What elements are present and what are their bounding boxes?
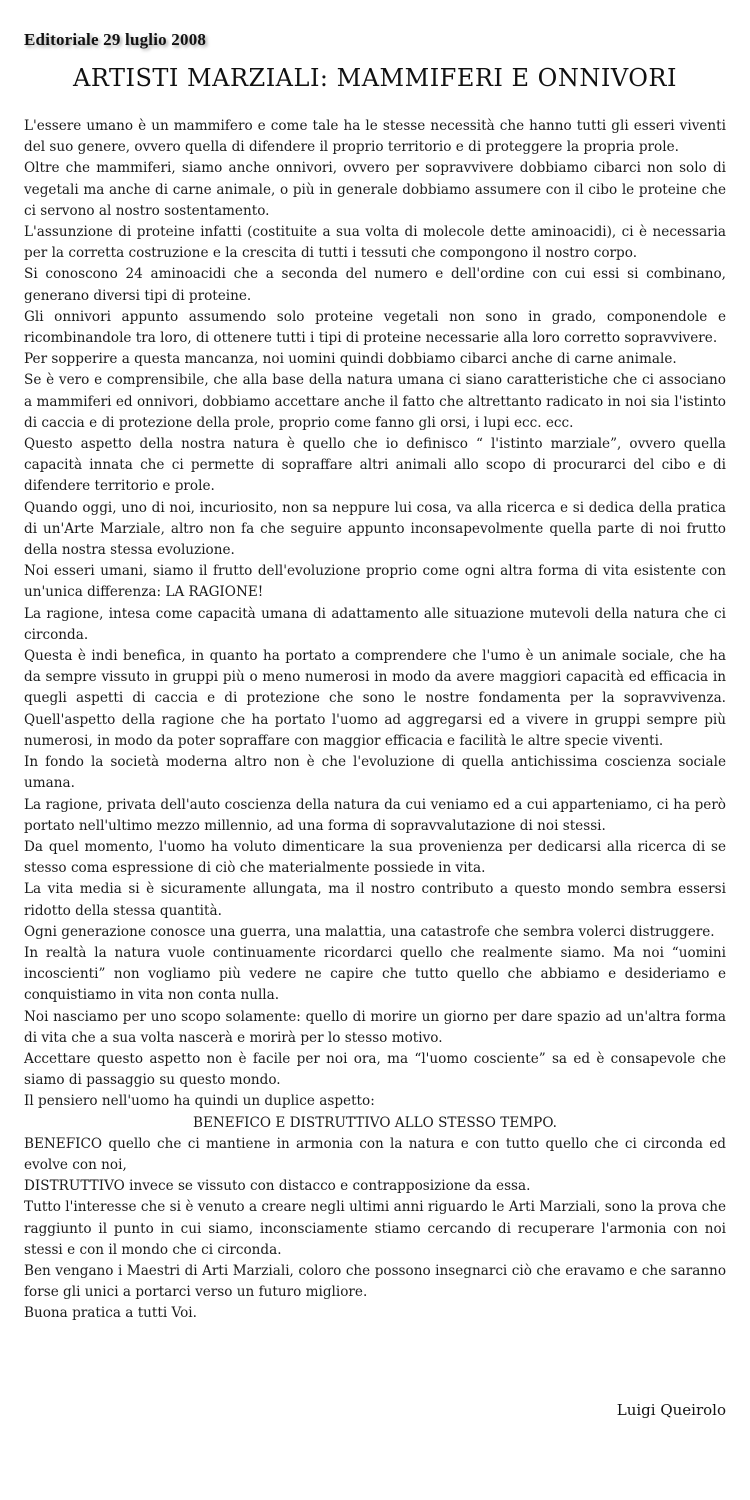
paragraph: Accettare questo aspetto non è facile per noi ora, ma “l'uomo cosciente” sa ed è consapevole che siamo di passaggio su questo mondo.	[24, 1050, 726, 1089]
paragraph: Se è vero e comprensibile, che alla base della natura umana ci siano caratteristiche che ci associano a mammiferi ed onnivori, dobbiamo accettare anche il fatto che altrettanto radicato in noi sia l'istinto di caccia e di protezione della prole, proprio come fanno gli orsi, i lupi ecc. ecc.	[24, 372, 726, 431]
paragraph: Oltre che mammiferi, siamo anche onnivori, ovvero per sopravvivere dobbiamo cibarci non solo di vegetali ma anche di carne animale, o più in generale dobbiamo assumere con il cibo le proteine che ci servono al nostro sostentamento.	[24, 160, 726, 219]
paragraph: L'assunzione di proteine infatti (costituite a sua volta di molecole dette aminoacidi), ci è necessaria per la corretta costruzione e la crescita di tutti i tessuti che compongono il nostro corpo.	[24, 224, 726, 262]
paragraph: Tutto l'interesse che si è venuto a creare negli ultimi anni riguardo le Arti Marziali, sono la prova che raggiunto il punto in cui siamo, inconsciamente stiamo cercando di recuperare l'armonia con noi stessi e con il mondo che ci circonda.	[24, 1199, 726, 1258]
paragraph: Da quel momento, l'uomo ha voluto dimenticare la sua provenienza per dedicarsi alla ricerca di se stesso coma espressione di ciò che materialmente possiede in vita.	[24, 838, 726, 877]
paragraph: Ben vengano i Maestri di Arti Marziali, coloro che possono insegnarci ciò che eravamo e che saranno forse gli unici a portarci verso un futuro migliore.	[24, 1262, 726, 1301]
paragraph: Noi nasciamo per uno scopo solamente: quello di morire un giorno per dare spazio ad un'altra forma di vita che a sua volta nascerà e morirà per lo stesso motivo.	[24, 1008, 726, 1046]
paragraph: DISTRUTTIVO invece se vissuto con distacco e contrapposizione da essa.	[24, 1178, 531, 1195]
paragraph: Il pensiero nell'uomo ha quindi un duplice aspetto:	[24, 1093, 375, 1110]
editorial-date-tag: Editoriale 29 luglio 2008	[24, 30, 207, 49]
paragraph: BENEFICO quello che ci mantiene in armonia con la natura e con tutto quello che ci circonda ed evolve con noi,	[24, 1135, 726, 1173]
article-body	[24, 116, 726, 1325]
centered-statement: BENEFICO E DISTRUTTIVO ALLO STESSO TEMPO.	[193, 1114, 557, 1131]
paragraph: In fondo la società moderna altro non è che l'evoluzione di quella antichissima coscienza sociale umana.	[24, 754, 726, 792]
paragraph: Quando oggi, uno di noi, incuriosito, non sa neppure lui cosa, va alla ricerca e si dedica della pratica di un'Arte Marziale, altro non fa che seguire appunto inconsapevolmente quella parte di noi frutto della nostra stessa evoluzione.	[24, 499, 726, 559]
paragraph: Gli onnivori appunto assumendo solo proteine vegetali non sono in grado, componendole e ricombinandole tra loro, di ottenere tutti i tipi di proteine necessarie alla loro corretto sopravvivere.	[24, 308, 726, 347]
paragraph: Per sopperire a questa mancanza, noi uomini quindi dobbiamo cibarci anche di carne animale.	[24, 351, 677, 368]
paragraph: Questo aspetto della nostra natura è quello che io definisco “ l'istinto marziale”, ovvero quella capacità innata che ci permette di sopraffare altri animali allo scopo di procurarci del cibo e di difendere territorio e prole.	[24, 436, 726, 495]
paragraph: Buona pratica a tutti Voi.	[24, 1305, 197, 1322]
paragraph: La ragione, intesa come capacità umana di adattamento alle situazione mutevoli della natura che ci circonda.	[24, 605, 726, 643]
paragraph: Questa è indi benefica, in quanto ha portato a comprendere che l'umo è un animale sociale, che ha da sempre vissuto in gruppi più o meno numerosi in modo da avere maggiori capacità ed efficacia in quegli aspetti di caccia e di protezione che sono le nostre fondamenta per la sopravvivenza. Quell'aspetto della ragione che ha portato l'uomo ad aggregarsi ed a vivere in gruppi sempre più numerosi, in modo da poter sopraffare con maggior efficacia e facilità le altre specie viventi.	[24, 648, 726, 749]
paragraph: Noi esseri umani, siamo il frutto dell'evoluzione proprio come ogni altra forma di vita esistente con un'unica differenza: LA RAGIONE!	[24, 563, 726, 601]
paragraph: Si conoscono 24 aminoacidi che a seconda del numero e dell'ordine con cui essi si combinano, generano diversi tipi di proteine.	[24, 266, 726, 304]
author-signature: Luigi Queirolo	[616, 1401, 726, 1419]
paragraph: Ogni generazione conosce una guerra, una malattia, una catastrofe che sembra volerci distruggere.	[24, 923, 715, 940]
paragraph: La vita media si è sicuramente allungata, ma il nostro contributo a questo mondo sembra essersi ridotto della stessa quantità.	[24, 881, 726, 919]
paragraph: L'essere umano è un mammifero e come tale ha le stesse necessità che hanno tutti gli esseri viventi del suo genere, ovvero quella di difendere il proprio territorio e di proteggere la propria prole.	[24, 118, 726, 156]
article-title: ARTISTI MARZIALI: MAMMIFERI E ONNIVORI	[73, 64, 677, 92]
paragraph: In realtà la natura vuole continuamente ricordarci quello che realmente siamo. Ma noi “uomini incoscienti” non vogliamo più vedere ne capire che tutto quello che abbiamo e desideriamo e conquistiamo in vita non conta nulla.	[24, 944, 726, 1004]
paragraph: La ragione, privata dell'auto coscienza della natura da cui veniamo ed a cui apparteniamo, ci ha però portato nell'ultimo mezzo millennio, ad una forma di sopravvalutazione di noi stessi.	[24, 796, 726, 834]
